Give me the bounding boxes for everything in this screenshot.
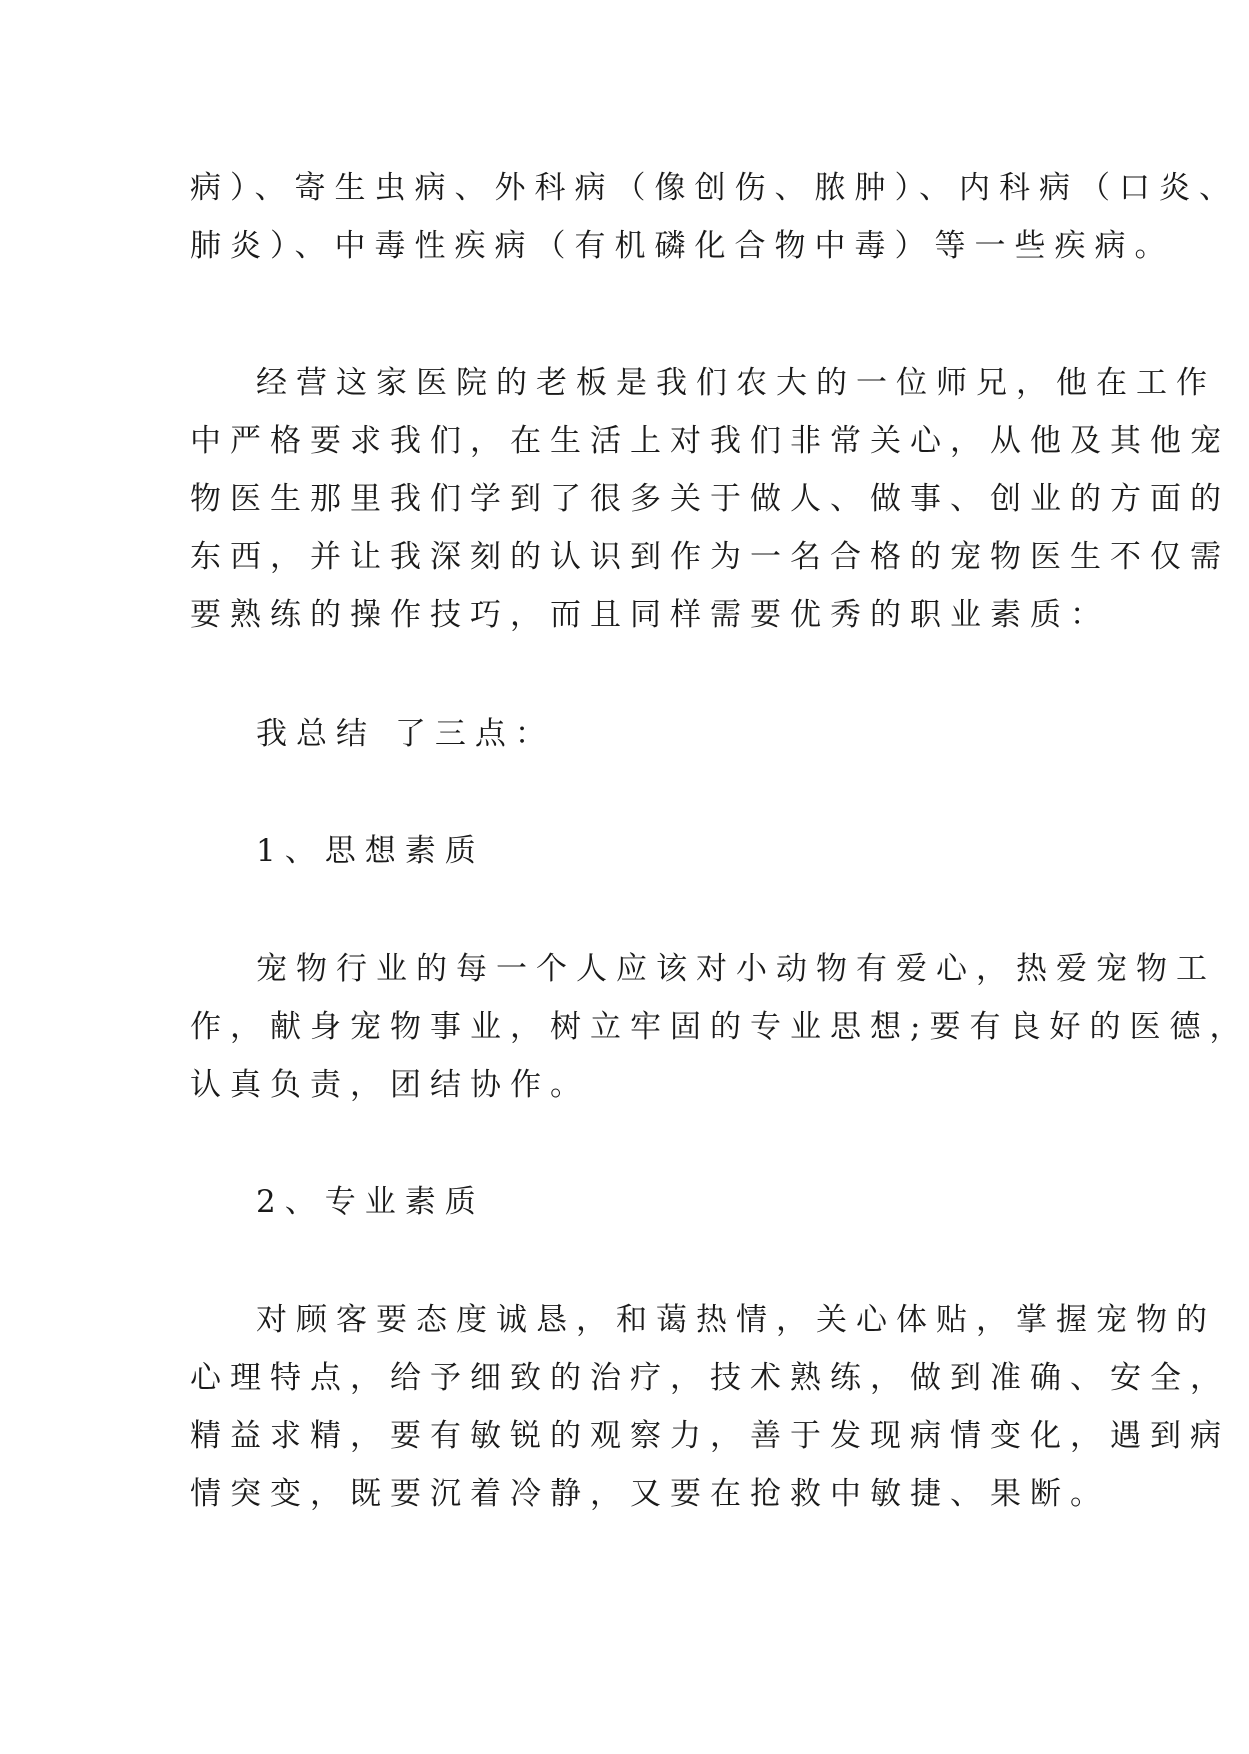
paragraph-first-line: 对顾客要态度诚恳，和蔼热情，关心体贴，掌握宠物的 xyxy=(256,1302,1216,1338)
text-line: 心理特点，给予细致的治疗，技术熟练，做到准确、安全， xyxy=(190,1360,1230,1396)
text-line: 物医生那里我们学到了很多关于做人、做事、创业的方面的 xyxy=(190,481,1230,517)
summary-line: 我总结 了三点： xyxy=(256,716,555,752)
text-line: 认真负责，团结协作。 xyxy=(190,1067,590,1103)
paragraph-first-line: 经营这家医院的老板是我们农大的一位师兄，他在工作 xyxy=(256,365,1216,401)
text-line: 肺炎）、中毒性疾病（有机磷化合物中毒）等一些疾病。 xyxy=(190,228,1175,264)
text-line: 中严格要求我们，在生活上对我们非常关心，从他及其他宠 xyxy=(190,423,1230,459)
text-line: 病）、寄生虫病、外科病（像创伤、脓肿）、内科病（口炎、 xyxy=(190,170,1239,206)
text-line: 情突变，既要沉着冷静，又要在抢救中敏捷、果断。 xyxy=(190,1476,1110,1512)
section-heading: 1、思想素质 xyxy=(256,833,485,869)
section-heading: 2、专业素质 xyxy=(256,1184,485,1220)
text-line: 作，献身宠物事业，树立牢固的专业思想;要有良好的医德， xyxy=(190,1009,1249,1045)
text-line: 精益求精，要有敏锐的观察力，善于发现病情变化，遇到病 xyxy=(190,1418,1230,1454)
paragraph-first-line: 宠物行业的每一个人应该对小动物有爱心，热爱宠物工 xyxy=(256,951,1216,987)
text-line: 要熟练的操作技巧，而且同样需要优秀的职业素质： xyxy=(190,597,1110,633)
text-line: 东西，并让我深刻的认识到作为一名合格的宠物医生不仅需 xyxy=(190,539,1230,575)
